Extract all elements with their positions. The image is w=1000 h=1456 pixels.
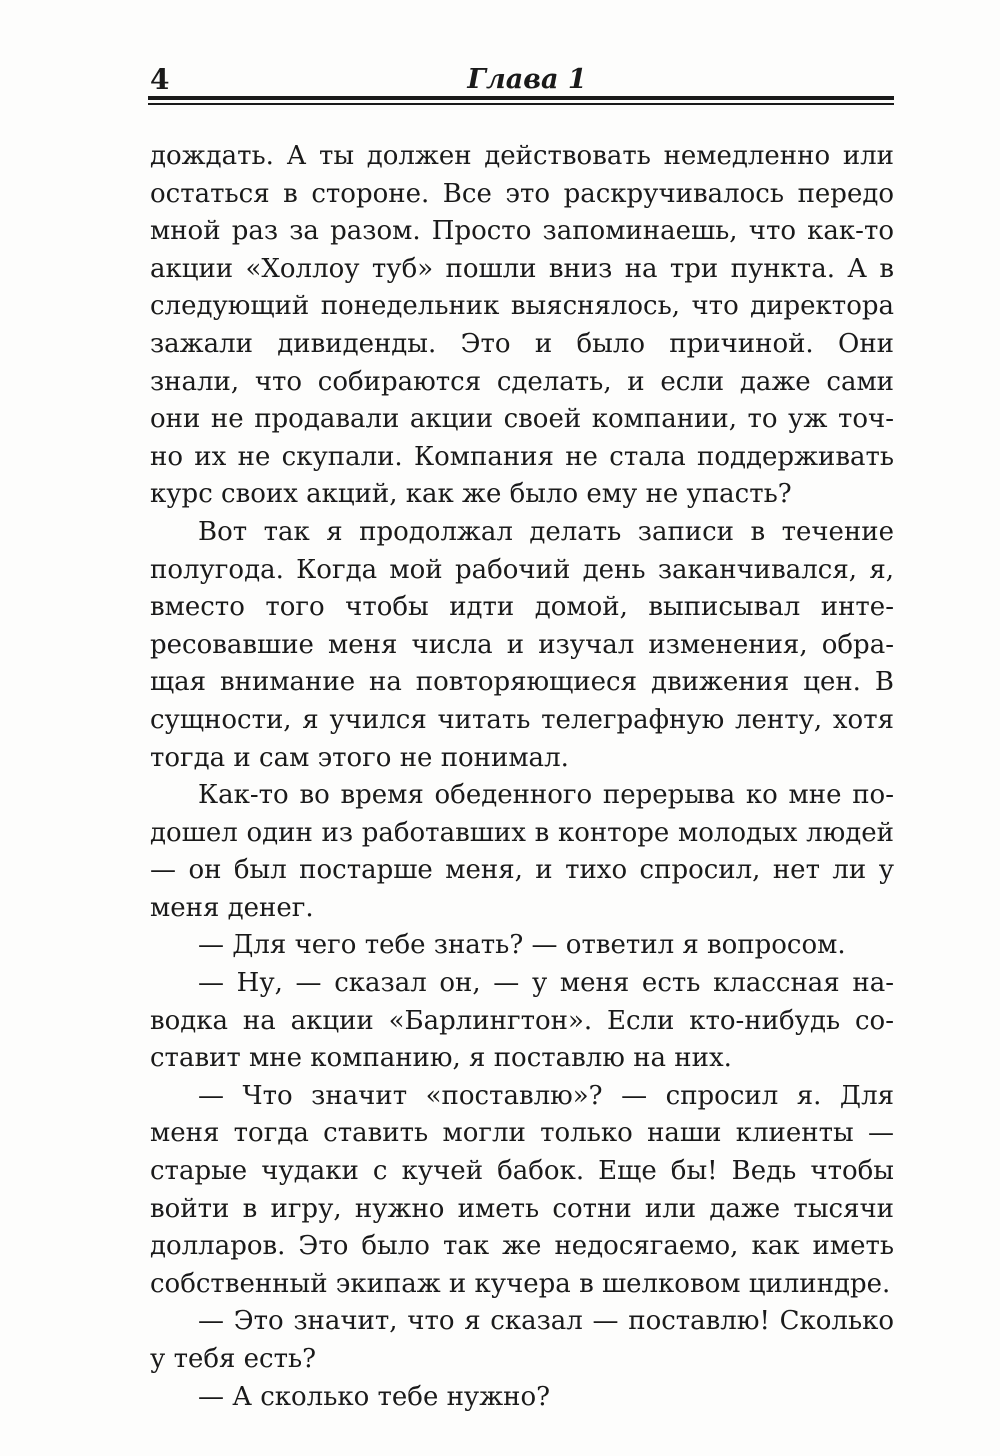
paragraph: дождать. А ты должен действовать немедленно или остаться в стороне. Все это раскручивалось передо мной раз за разом. Просто запоминаешь, что как-то акции «Холлоу туб» пошли вниз на три пункта. А в следующий понедельник выяснялось, что директора зажали дивиденды. Это и было причиной. Они знали, что собираются сделать, и если даже сами они не продавали акции своей компании, то уж точно их не скупали. Компания не стала поддерживать курс своих акций, как же было ему не упасть? <box>150 141 894 510</box>
page-header <box>148 62 894 96</box>
paragraph: — Для чего тебе знать? — ответил я вопросом. <box>198 930 846 961</box>
body-text <box>150 138 894 1416</box>
paragraph: Как-то во время обеденного перерыва ко мне подошел один из работавших в конторе молодых людей — он был постарше меня, и тихо спросил, нет ли у меня денег. <box>150 780 894 923</box>
paragraph: — Ну, — сказал он, — у меня есть классная наводка на акции «Барлингтон». Если кто-нибудь составит мне компанию, я поставлю на них. <box>150 968 894 1074</box>
header-rule-thick <box>148 96 894 100</box>
page-number: 4 <box>150 63 170 96</box>
paragraph: Вот так я продолжал делать записи в течение полугода. Когда мой рабочий день заканчивался, я, вместо того чтобы идти домой, выписывал интересовавшие меня числа и изучал изменения, обращая внимание на повторяющиеся движения цен. В сущности, я учился читать телеграфную ленту, хотя тогда и сам этого не понимал. <box>150 516 894 773</box>
chapter-title: Глава 1 <box>467 64 587 95</box>
header-rule-thin <box>148 103 894 105</box>
paragraph: — Это значит, что я сказал — поставлю! Сколько у тебя есть? <box>150 1306 894 1374</box>
paragraph: — Что значит «поставлю»? — спросил я. Для меня тогда ставить могли только наши клиенты — старые чудаки с кучей бабок. Еще бы! Ведь чтобы войти в игру, нужно иметь сотни или даже тысячи долларов. Это было так же недосягаемо, как иметь собственный экипаж и кучера в шелковом цилиндре. <box>150 1080 894 1299</box>
paragraph: — А сколько тебе нужно? <box>198 1381 551 1412</box>
